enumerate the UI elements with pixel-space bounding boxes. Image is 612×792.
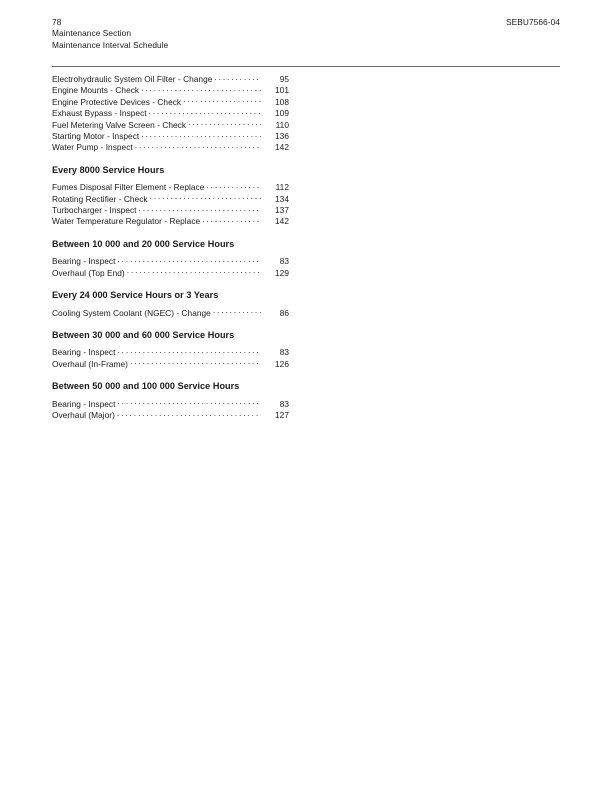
toc-leader-dots xyxy=(149,108,261,116)
toc-entry-title: Rotating Rectifier - Check xyxy=(52,193,148,204)
subsection-name: Maintenance Interval Schedule xyxy=(52,39,169,50)
toc-entry[interactable] xyxy=(52,256,289,267)
toc-group-heading: Every 8000 Service Hours xyxy=(52,164,165,175)
toc-entry-page-number: 134 xyxy=(275,193,289,204)
toc-entry-page-number: 86 xyxy=(279,307,289,318)
toc-entry[interactable] xyxy=(52,182,289,193)
toc-group-heading: Between 30 000 and 60 000 Service Hours xyxy=(52,329,235,340)
toc-entry-title: Electrohydraulic System Oil Filter - Change xyxy=(52,74,213,84)
toc-leader-dots xyxy=(141,85,261,93)
toc-entry-page-number: 95 xyxy=(279,74,289,84)
toc-entry-page-number: 112 xyxy=(275,182,289,193)
toc-leader-dots xyxy=(117,399,261,407)
toc-entry-page-number: 83 xyxy=(279,398,289,409)
toc-entry[interactable] xyxy=(52,131,289,142)
toc-entry-page-number: 83 xyxy=(279,256,289,267)
toc-entry-page-number: 136 xyxy=(275,131,289,142)
toc-leader-dots xyxy=(130,359,261,367)
toc-entry-page-number: 137 xyxy=(275,205,289,216)
toc-leader-dots xyxy=(139,205,261,213)
toc-group xyxy=(52,381,289,421)
toc-entry-title: Cooling System Coolant (NGEC) - Change xyxy=(52,307,211,318)
section-name: Maintenance Section xyxy=(52,28,132,39)
toc-entry-title: Engine Protective Devices - Check xyxy=(52,96,182,107)
toc-entry-title: Fuel Metering Valve Screen - Check xyxy=(52,119,187,130)
toc-entry[interactable] xyxy=(52,216,289,227)
toc-entry[interactable] xyxy=(52,74,289,85)
toc-entry-title: Overhaul (In-Frame) xyxy=(52,358,128,369)
toc-entry-title: Overhaul (Major) xyxy=(52,409,115,420)
toc-entry-title: Water Pump - Inspect xyxy=(52,142,133,153)
toc-entry[interactable] xyxy=(52,120,289,131)
toc-leader-dots xyxy=(117,410,261,418)
toc-entry-title: Exhaust Bypass - Inspect xyxy=(52,108,147,119)
toc-leader-dots xyxy=(117,347,261,355)
toc-entry[interactable] xyxy=(52,205,289,216)
toc-entry-title: Bearing - Inspect xyxy=(52,347,116,358)
toc-entry-title: Turbocharger - Inspect xyxy=(52,205,137,216)
running-header xyxy=(52,17,560,51)
toc-leader-dots xyxy=(213,308,261,316)
toc-group-heading: Between 10 000 and 20 000 Service Hours xyxy=(52,238,235,249)
header-right-block xyxy=(506,17,560,28)
header-left-block xyxy=(52,17,168,51)
toc-entry-page-number: 109 xyxy=(275,108,289,119)
toc-group xyxy=(52,165,289,228)
toc-group-heading: Between 50 000 and 100 000 Service Hours xyxy=(52,381,240,392)
toc-entry-page-number: 129 xyxy=(275,267,289,278)
toc-entry[interactable] xyxy=(52,142,289,153)
toc-entry[interactable] xyxy=(52,97,289,108)
toc-leader-dots xyxy=(206,182,261,190)
toc-entry-title: Starting Motor - Inspect xyxy=(52,131,140,142)
toc-group xyxy=(52,74,289,154)
toc-entry-page-number: 108 xyxy=(275,96,289,107)
toc-entry[interactable] xyxy=(52,410,289,421)
toc-entry-page-number: 126 xyxy=(275,358,289,369)
toc-entry[interactable] xyxy=(52,194,289,205)
toc-entry-page-number: 83 xyxy=(279,347,289,358)
toc-entry-title: Engine Mounts - Check xyxy=(52,85,140,96)
toc-leader-dots xyxy=(214,74,261,82)
toc-leader-dots xyxy=(150,194,261,202)
toc-leader-dots xyxy=(135,142,261,150)
toc-leader-dots xyxy=(141,131,261,139)
toc-group xyxy=(52,290,289,319)
toc-entry-title: Fumes Disposal Filter Element - Replace xyxy=(52,182,205,193)
toc-group-heading: Every 24 000 Service Hours or 3 Years xyxy=(52,290,219,301)
toc-entry[interactable] xyxy=(52,268,289,279)
toc-entry-title: Bearing - Inspect xyxy=(52,398,116,409)
toc-entry[interactable] xyxy=(52,359,289,370)
toc-leader-dots xyxy=(202,216,261,224)
toc-entry-page-number: 142 xyxy=(275,216,289,227)
toc-leader-dots xyxy=(127,268,261,276)
toc-entry-title: Overhaul (Top End) xyxy=(52,267,125,278)
page-number: 78 xyxy=(52,17,62,27)
toc-entry-title: Water Temperature Regulator - Replace xyxy=(52,216,201,227)
toc-leader-dots xyxy=(188,120,261,128)
toc-entry[interactable] xyxy=(52,108,289,119)
toc-group xyxy=(52,239,289,279)
toc-entry-page-number: 127 xyxy=(275,409,289,420)
toc-leader-dots xyxy=(183,97,261,105)
header-divider-rule xyxy=(52,66,560,67)
toc-entry-page-number: 101 xyxy=(275,85,289,96)
toc-entry-page-number: 110 xyxy=(275,119,289,130)
toc-group xyxy=(52,330,289,370)
table-of-contents-column xyxy=(52,74,289,421)
toc-entry[interactable] xyxy=(52,85,289,96)
toc-entry-title: Bearing - Inspect xyxy=(52,256,116,267)
document-number: SEBU7566-04 xyxy=(506,17,560,27)
toc-entry[interactable] xyxy=(52,308,289,319)
toc-entry[interactable] xyxy=(52,399,289,410)
toc-entry[interactable] xyxy=(52,347,289,358)
toc-entry-page-number: 142 xyxy=(275,142,289,153)
toc-leader-dots xyxy=(117,256,261,264)
